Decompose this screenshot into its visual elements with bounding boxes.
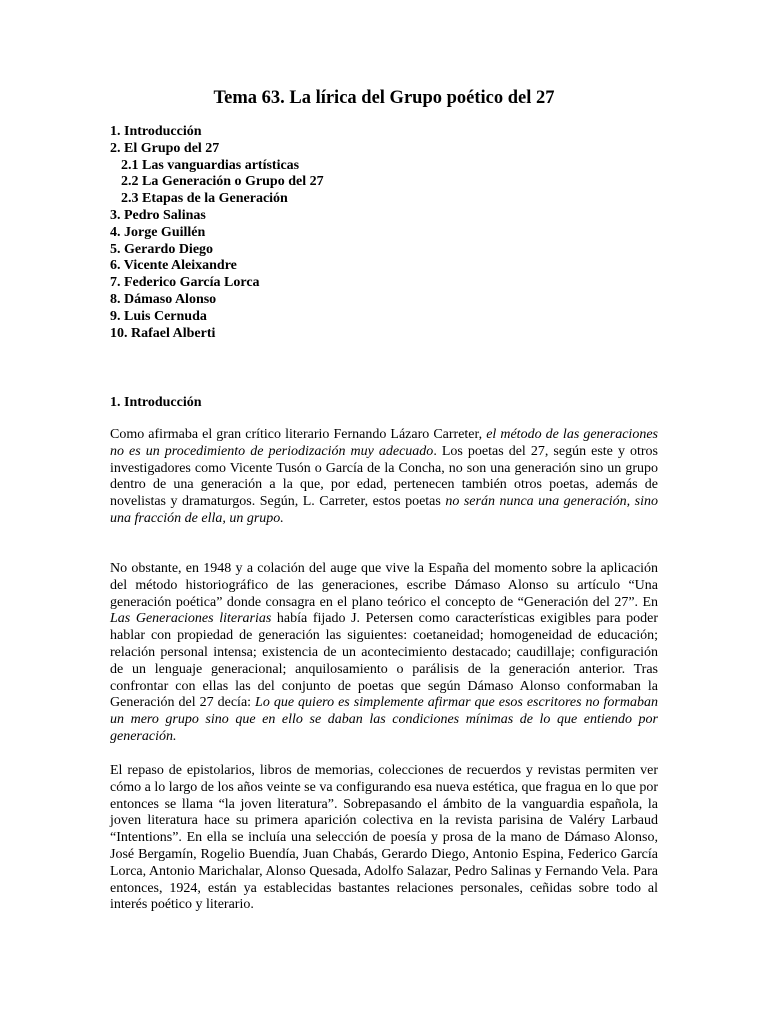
text-span: . Los poetas del 27, según este y otros investigadores como Vicente Tusón o García de la Concha, no son una generación sino un grupo dentro de una generación a la que, por edad, pertenecen también otros poetas, además de novelistas y dramaturgos. Según, L. Carreter, estos poetas bbox=[110, 443, 658, 510]
italic-book-title: Las Generaciones literarias bbox=[110, 611, 272, 627]
text-span: No obstante, en 1948 y a colación del auge que vive la España del momento sobre la aplicación del método historiográfico de las generaciones, escribe Dámaso Alonso su artículo “Una generación poética” donde consagra en el plano teórico el concepto de “Generación del 27”. En bbox=[110, 561, 658, 610]
text-span: Como afirmaba el gran crítico literario Fernando Lázaro Carreter, bbox=[110, 427, 487, 442]
paragraph bbox=[110, 427, 658, 528]
toc-item: 1. Introducción bbox=[110, 124, 202, 139]
toc-item: 6. Vicente Aleixandre bbox=[110, 258, 237, 274]
table-of-contents bbox=[110, 124, 670, 342]
paragraph bbox=[110, 763, 658, 914]
italic-quote: Lo que quiero es simplemente afirmar que esos escritores no formaban un mero grupo sino que en ello se daban las condiciones mínimas de lo que entiendo por generación. bbox=[110, 695, 658, 744]
paragraph bbox=[110, 561, 658, 746]
italic-quote: no serán nunca una generación, sino una fracción de ella, un grupo. bbox=[110, 494, 658, 526]
toc-item: 8. Dámaso Alonso bbox=[110, 291, 217, 307]
toc-subitem: 2.1 Las vanguardias artísticas bbox=[121, 157, 300, 173]
toc-item: 4. Jorge Guillén bbox=[110, 224, 206, 240]
toc-subitem: 2.3 Etapas de la Generación bbox=[121, 191, 288, 207]
toc-item: 9. Luis Cernuda bbox=[110, 308, 207, 324]
document-title: Tema 63. La lírica del Grupo poético del 27 bbox=[213, 88, 555, 108]
toc-subitem: 2.2 La Generación o Grupo del 27 bbox=[121, 174, 324, 190]
toc-item: 7. Federico García Lorca bbox=[110, 275, 260, 291]
paragraph-text: El repaso de epistolarios, libros de memorias, colecciones de recuerdos y revistas permiten ver cómo a lo largo de los años veinte se va configurando esa nueva estética, que fragua en lo que por entonces se llama “la joven literatura”. Sobrepasando el ámbito de la vanguardia española, la joven literatura hace su primera aparición colectiva en la revista parisina de Valéry Larbaud “Intentions”. En ella se incluía una selección de poesía y prosa de la mano de Dámaso Alonso, José Bergamín, Rogelio Buendía, Juan Chabás, Gerardo Diego, Antonio Espina, Federico García Lorca, Antonio Marichalar, Alonso Quesada, Adolfo Salazar, Pedro Salinas y Fernando Vela. Para entonces, 1924, están ya establecidas bastantes relaciones personales, ceñidas sobre todo al interés poético y literario. bbox=[110, 763, 658, 913]
text-span: había fijado J. Petersen como características exigibles para poder hablar con propiedad de generación las siguientes: coetaneidad; homogeneidad de educación; relación personal intensa; existencia de un acontecimiento destacado; caudillaje; configuración de un lenguaje generacional; anquilosamiento o parálisis de la generación anterior. Tras confrontar con ellas las del conjunto de poetas que según Dámaso Alonso conformaban la Generación del 27 decía: bbox=[110, 611, 658, 711]
toc-item: 2. El Grupo del 27 bbox=[110, 140, 220, 156]
section-heading: 1. Introducción bbox=[110, 395, 202, 410]
toc-item: 5. Gerardo Diego bbox=[110, 241, 214, 257]
italic-quote: el método de las generaciones no es un procedimiento de periodización muy adecuado bbox=[110, 427, 658, 459]
toc-item: 3. Pedro Salinas bbox=[110, 207, 206, 223]
toc-item: 10. Rafael Alberti bbox=[110, 325, 216, 341]
